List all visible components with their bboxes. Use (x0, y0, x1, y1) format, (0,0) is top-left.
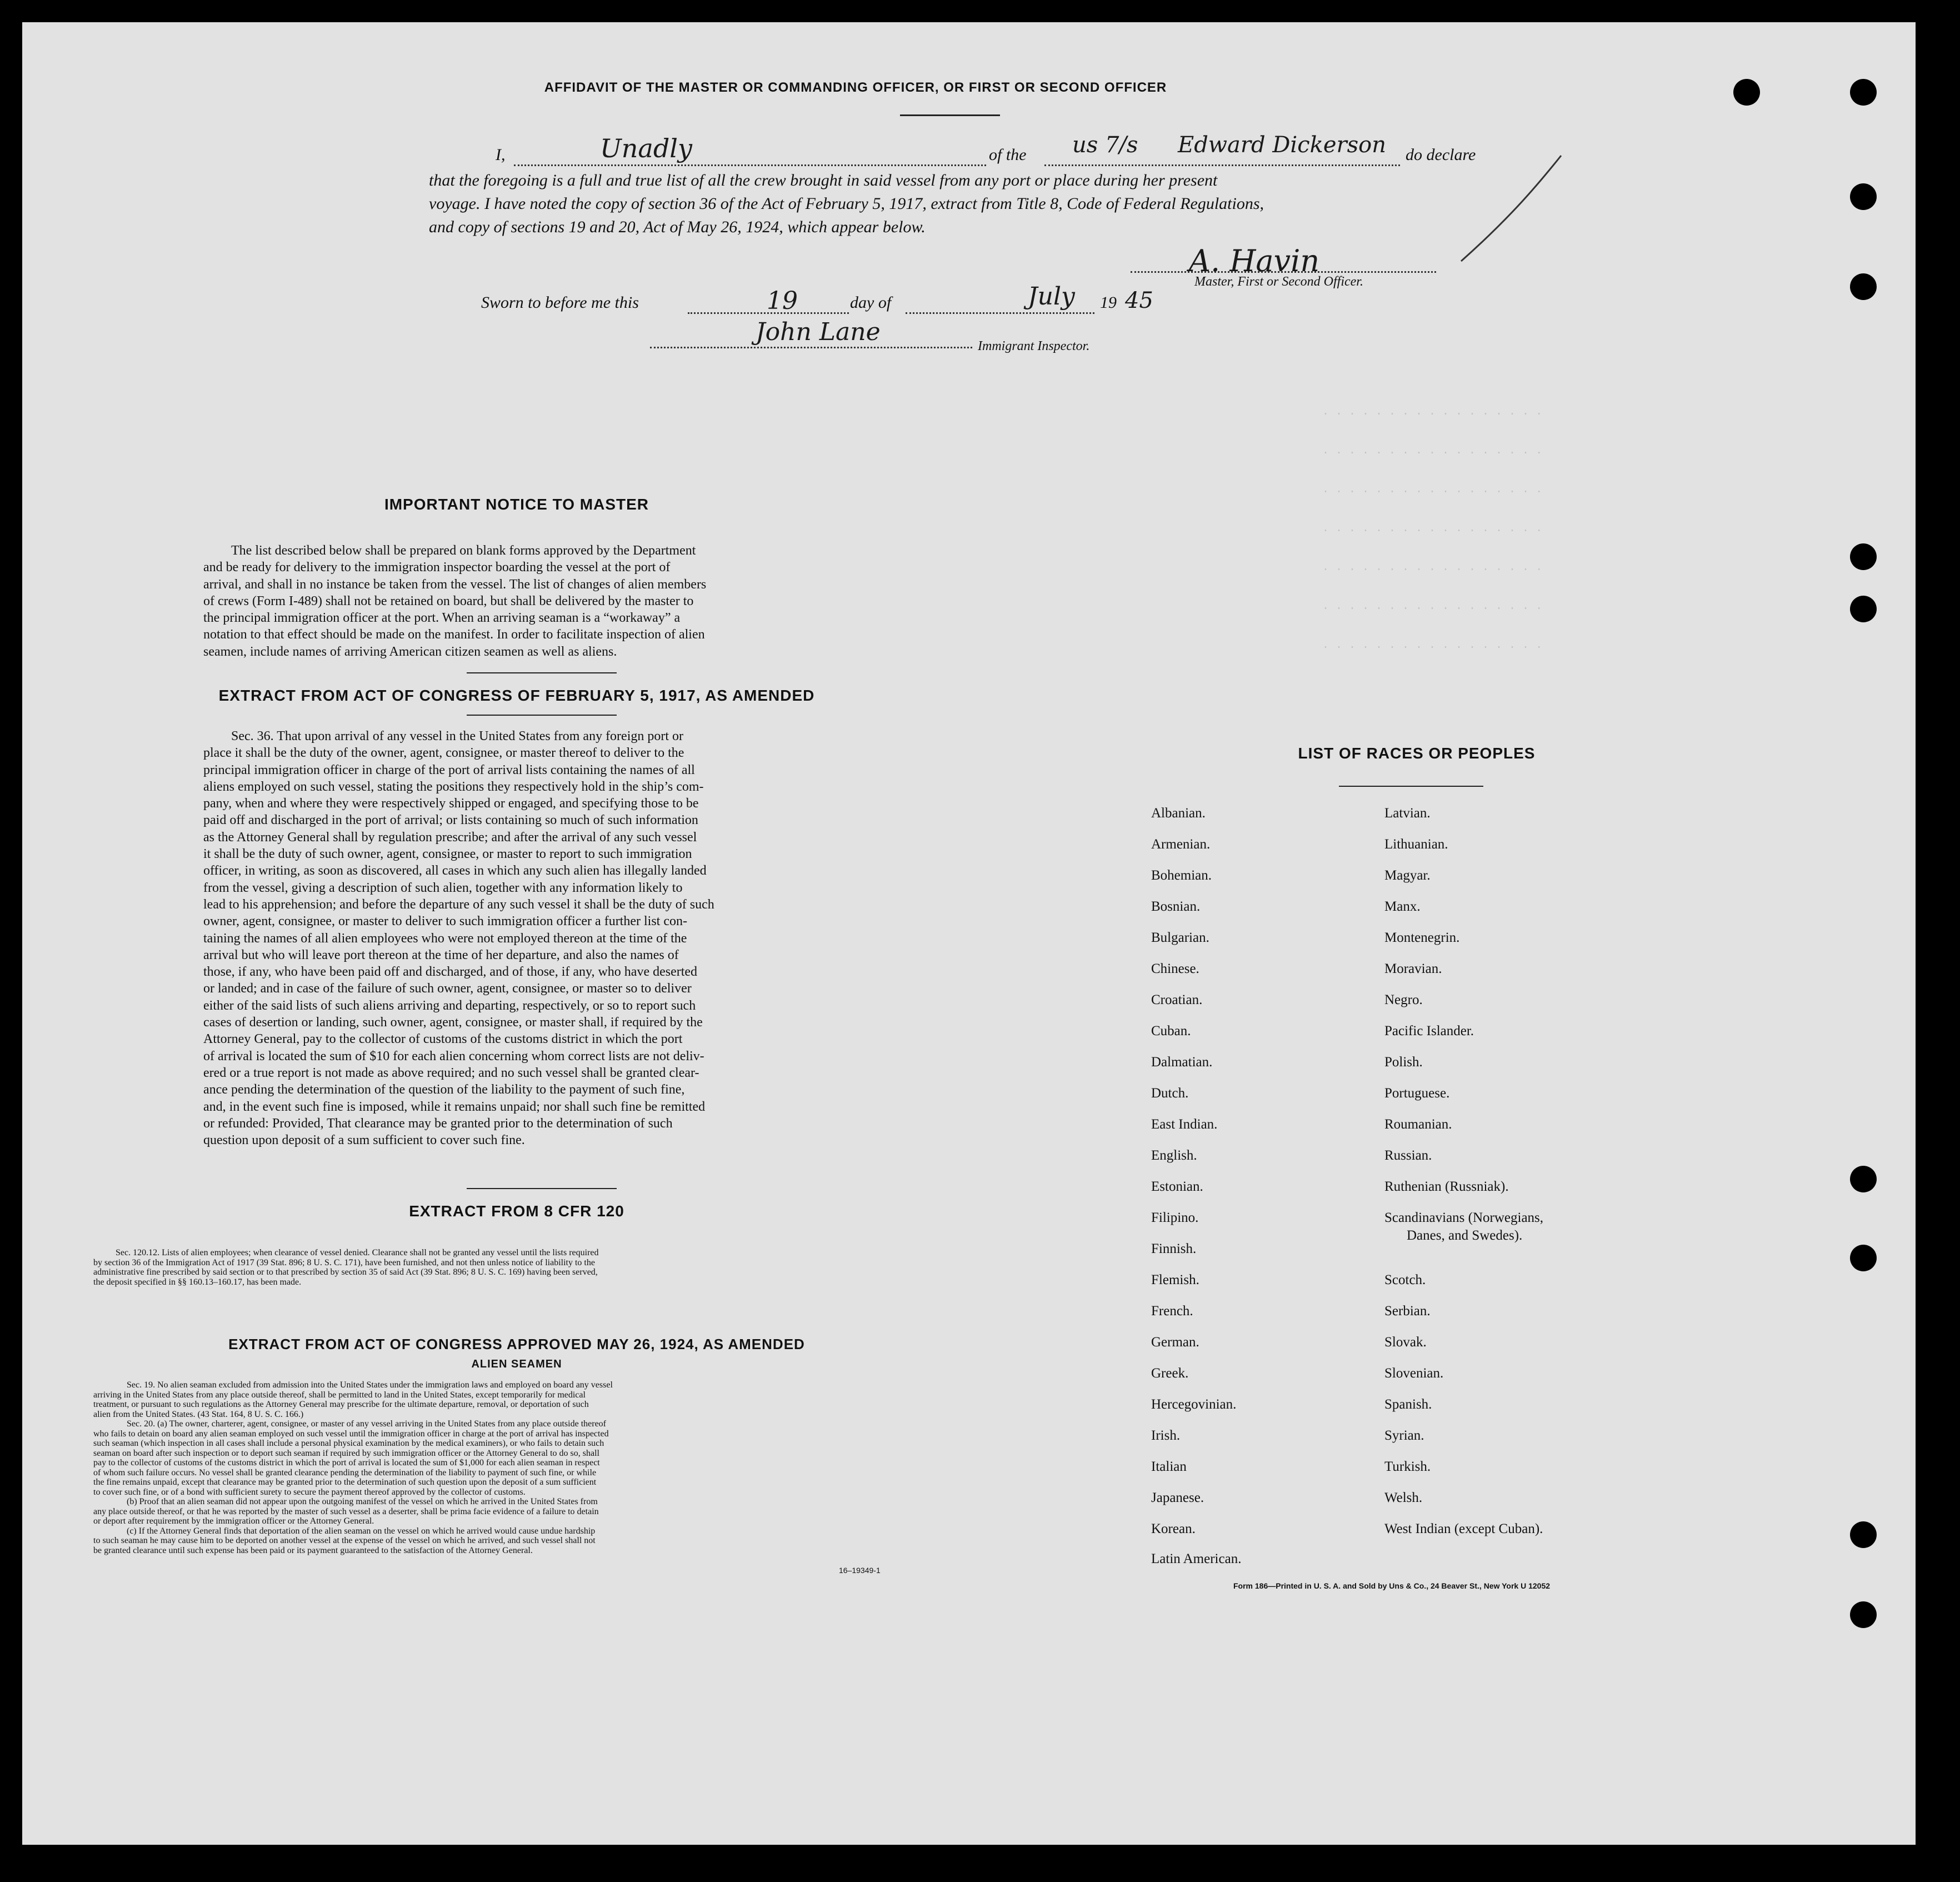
race-item: Polish. (1384, 1055, 1423, 1070)
race-item: Chinese. (1151, 961, 1199, 976)
cfr-line: administrative fine prescribed by said section or to that prescribed by section 35 of said Act (39 Stat. 896; 8 U. S. C. 169) having been served, (93, 1267, 598, 1277)
races-heading: LIST OF RACES OR PEOPLES (1298, 745, 1536, 762)
race-item: Finnish. (1151, 1241, 1197, 1256)
inspector-line (650, 347, 972, 348)
extract-1917-line: Attorney General, pay to the collector of customs of the customs district in which the port (203, 1032, 683, 1047)
notice-line: notation to that effect should be made on the manifest. In order to facilitate inspection of alien (203, 627, 705, 642)
extract-1917-line: owner, agent, consignee, or master to deliver to such immigration officer a further list con- (203, 914, 687, 929)
extract-1917-line: arrival but who will leave port thereon at the time of her departure, and also the names of (203, 947, 679, 962)
extract-1924-line: any place outside thereof, or that he was reported by the master of such vessel as a deserter, shall be prima facie evidence of a failure to detain (93, 1506, 599, 1516)
extract-1917-line: or landed; and in case of the failure of such owner, agent, consignee, or master so to deliver (203, 981, 692, 996)
master-label: Master, First or Second Officer. (1194, 274, 1363, 289)
handwritten-vessel-prefix: us 7/s (1072, 132, 1138, 158)
extract-1917-line: principal immigration officer in charge of the port of arrival lists containing the names of all (203, 762, 695, 777)
race-item: Manx. (1384, 899, 1421, 914)
extract-1917-line: lead to his apprehension; and before the departure of any such vessel it shall be the duty of such (203, 897, 714, 912)
extract-1917-line: ance pending the determination of the question of the liability to the payment of such fine, (203, 1082, 685, 1097)
race-item: Scotch. (1384, 1272, 1426, 1287)
extract-1924-line: or deport after requirement by the immigration officer or the Attorney General. (93, 1516, 374, 1526)
race-item: Portuguese. (1384, 1086, 1450, 1101)
affidavit-i-label: I, (496, 146, 506, 164)
race-item: Russian. (1384, 1148, 1432, 1163)
notice-line: The list described below shall be prepared on blank forms approved by the Department (231, 543, 696, 558)
race-item: Albanian. (1151, 806, 1206, 821)
extract-1924-line: (b) Proof that an alien seaman did not appear upon the outgoing manifest of the vessel on which he arrived in the United States from (127, 1497, 598, 1506)
race-item: Magyar. (1384, 868, 1431, 883)
extract-1917-line: place it shall be the duty of the owner, agent, consignee, or master thereof to deliver to the (203, 746, 684, 761)
race-item: Welsh. (1384, 1490, 1423, 1505)
extract-1924-line: of whom such failure occurs. No vessel shall be granted clearance pending the determination of the liability to payment of such fine, or while (93, 1467, 597, 1477)
binder-hole (1733, 79, 1760, 106)
affidavit-text-line-1: that the foregoing is a full and true list of all the crew brought in said vessel from any port or place during her present (429, 171, 1218, 189)
extract-1924-line: to such seaman he may cause him to be deported on another vessel at the expense of the vessel on which he arrived, and such vessel shall not (93, 1536, 596, 1545)
race-item: Irish. (1151, 1428, 1181, 1443)
race-item: Spanish. (1384, 1397, 1432, 1412)
binder-hole (1850, 1601, 1877, 1628)
binder-hole (1850, 596, 1877, 622)
extract-1924-line: Sec. 20. (a) The owner, charterer, agent, consignee, or master of any vessel arriving in the United States from any place outside thereof (127, 1419, 606, 1429)
race-item: Roumanian. (1384, 1117, 1452, 1132)
extract-1917-line: cases of desertion or landing, such owner, agent, consignee, or master shall, if required by the (203, 1015, 703, 1030)
notice-line: arrival, and shall in no instance be taken from the vessel. The list of changes of alien members (203, 577, 707, 592)
name-field-line (514, 164, 986, 166)
race-item: Dutch. (1151, 1086, 1189, 1101)
cfr-line: Sec. 120.12. Lists of alien employees; when clearance of vessel denied. Clearance shall not be granted any vessel until the lists required (116, 1248, 599, 1257)
extract-1924-line: be granted clearance until such expense has been paid or its payment guaranteed to the satisfaction of the Attorney General. (93, 1545, 533, 1555)
extract-1917-line: those, if any, who have been paid off and discharged, and of those, if any, who have deserted (203, 965, 698, 980)
inspector-signature: John Lane (756, 318, 881, 346)
race-item: Montenegrin. (1384, 930, 1460, 945)
extract-1917-line: Sec. 36. That upon arrival of any vessel in the United States from any foreign port or (231, 729, 684, 743)
cfr-text (93, 1248, 943, 1287)
race-item: Bohemian. (1151, 868, 1212, 883)
affidavit-title: AFFIDAVIT OF THE MASTER OR COMMANDING OFFICER, OR FIRST OR SECOND OFFICER (544, 80, 1167, 95)
extract-1924-line: such seaman (which inspection in all cases shall include a personal physical examination by the medical examiners), or who fails to detain such (93, 1439, 604, 1448)
section-rule (467, 715, 617, 716)
handwritten-month: July (1028, 282, 1075, 311)
extract-1917-text (203, 728, 831, 1149)
title-rule (900, 114, 1000, 116)
race-item: Greek. (1151, 1366, 1189, 1381)
extract-1924-line: arriving in the United States from any place outside thereof, shall be permitted to land in the United States, except temporarily for medical (93, 1390, 586, 1400)
extract-1924-line: the fine remains unpaid, except that clearance may be granted prior to the determination of such question upon the deposit of a sum sufficient (93, 1477, 597, 1487)
race-item: West Indian (except Cuban). (1384, 1521, 1543, 1536)
extract-1924-line: (c) If the Attorney General finds that deportation of the alien seaman on the vessel on which he arrived would cause undue hardship (127, 1526, 596, 1536)
binder-hole (1850, 79, 1877, 106)
extract-1924-line: to cover such fine, or of a bond with sufficient surety to secure the payment thereof approved by the collector of customs. (93, 1487, 526, 1497)
race-item: Filipino. (1151, 1210, 1199, 1225)
race-item: French. (1151, 1304, 1193, 1319)
race-item: Bosnian. (1151, 899, 1201, 914)
master-signature: A. Havin (1189, 243, 1320, 278)
race-item: Moravian. (1384, 961, 1442, 976)
extract-1917-line: and, in the event such fine is imposed, while it remains unpaid; nor shall such fine be remitted (203, 1099, 706, 1114)
vessel-field-line (1044, 164, 1400, 166)
pen-stroke (1444, 150, 1567, 267)
race-item: Slovenian. (1384, 1366, 1444, 1381)
affidavit-do-declare: do declare (1406, 146, 1476, 164)
binder-hole (1850, 1245, 1877, 1271)
extract-1924-heading: EXTRACT FROM ACT OF CONGRESS APPROVED MAY 26, 1924, AS AMENDED (228, 1336, 805, 1352)
signature-line (1131, 271, 1436, 273)
extract-1917-line: paid off and discharged in the port of arrival; or lists containing so much of such information (203, 813, 698, 828)
affidavit-of-the: of the (989, 146, 1027, 164)
race-item: East Indian. (1151, 1117, 1218, 1132)
sworn-label: Sworn to before me this (481, 293, 639, 312)
extract-1917-line: it shall be the duty of such owner, agent, consignee, or master to report to such immigration (203, 847, 692, 862)
race-item: Estonian. (1151, 1179, 1203, 1194)
extract-1924-line: alien from the United States. (43 Stat. 164, 8 U. S. C. 166.) (93, 1409, 304, 1419)
affidavit-text-line-3: and copy of sections 19 and 20, Act of May 26, 1924, which appear below. (429, 218, 926, 236)
extract-1917-line: pany, when and where they were respectively shipped or engaged, and specifying those to be (203, 796, 699, 811)
binder-hole (1850, 1521, 1877, 1548)
extract-1917-line: or refunded: Provided, That clearance may be granted prior to the determination of such (203, 1116, 673, 1131)
race-item: Lithuanian. (1384, 837, 1448, 852)
race-item: Serbian. (1384, 1304, 1431, 1319)
binder-hole (1850, 273, 1877, 300)
race-item: Latvian. (1384, 806, 1431, 821)
extract-1924-line: pay to the collector of customs of the customs district in which the port of arrival is located the sum of $1,000 for each alien seaman in respect (93, 1458, 600, 1467)
extract-1917-line: aliens employed on such vessel, stating the positions they respectively hold in the ship’s com- (203, 779, 704, 794)
race-item: Cuban. (1151, 1024, 1191, 1039)
extract-1924-line: Sec. 19. No alien seaman excluded from admission into the United States under the immigration laws and employed on board any vessel (127, 1380, 613, 1390)
notice-text (203, 542, 831, 660)
race-item: Syrian. (1384, 1428, 1424, 1443)
extract-1917-line: either of the said lists of such aliens arriving and departing, respectively, or so to report such (203, 998, 696, 1013)
race-item: Italian (1151, 1459, 1187, 1474)
race-item: Bulgarian. (1151, 930, 1209, 945)
race-item: Latin American. (1151, 1551, 1242, 1566)
extract-1917-line: as the Attorney General shall by regulation prescribe; and after the arrival of any such vessel (203, 830, 697, 845)
race-item: Dalmatian. (1151, 1055, 1213, 1070)
extract-1917-line: question upon deposit of a sum sufficient to cover such fine. (203, 1133, 525, 1148)
handwritten-day: 19 (767, 287, 798, 315)
race-item: Danes, and Swedes). (1407, 1228, 1523, 1243)
notice-line: and be ready for delivery to the immigration inspector boarding the vessel at the port of (203, 560, 671, 575)
race-item: German. (1151, 1335, 1199, 1350)
notice-line: of crews (Form I-489) shall not be retained on board, but shall be delivered by the master to (203, 593, 694, 608)
extract-1917-line: taining the names of all alien employees who were not employed thereon at the time of the (203, 931, 687, 946)
form-code: 16–19349-1 (839, 1566, 881, 1575)
race-item: Flemish. (1151, 1272, 1199, 1287)
cfr-line: by section 36 of the Immigration Act of 1917 (39 Stat. 896; 8 U. S. C. 171), have been furnished, and not then unless notice of liability to the (93, 1257, 595, 1267)
extract-1924-text (93, 1380, 943, 1555)
month-field-line (906, 312, 1094, 314)
binder-hole (1850, 543, 1877, 570)
extract-1917-line: ered or a true report is not made as above required; and no such vessel shall be granted clear- (203, 1065, 699, 1080)
race-item: Turkish. (1384, 1459, 1431, 1474)
extract-1917-line: from the vessel, giving a description of such alien, together with any information likely to (203, 880, 683, 895)
handwritten-year: 45 (1125, 288, 1153, 313)
race-item: Scandinavians (Norwegians, (1384, 1210, 1544, 1225)
cfr-heading: EXTRACT FROM 8 CFR 120 (409, 1202, 624, 1220)
affidavit-text-line-2: voyage. I have noted the copy of section 36 of the Act of February 5, 1917, extract from Title 8, Code of Federal Regulations, (429, 194, 1264, 213)
race-item: Hercegovinian. (1151, 1397, 1237, 1412)
section-rule (467, 672, 617, 673)
extract-1924-line: who fails to detain on board any alien seaman employed on such vessel until the immigration officer in charge at the port of arrival has inspected (93, 1429, 609, 1439)
handwritten-name: Unadly (600, 133, 692, 163)
extract-1924-line: treatment, or pursuant to such regulations as the Attorney General may prescribe for the ultimate departure, removal, or deportation of such (93, 1400, 589, 1409)
race-item: Croatian. (1151, 992, 1203, 1007)
binder-hole (1850, 1166, 1877, 1192)
day-of-label: day of (850, 293, 892, 312)
race-item: Japanese. (1151, 1490, 1204, 1505)
alien-seamen-subheading: ALIEN SEAMEN (471, 1358, 562, 1370)
notice-heading: IMPORTANT NOTICE TO MASTER (384, 496, 649, 513)
document-page: . . . . . . . . . . . . . . . . . . . . . . . . . . . . . . . . . . . . . . . . . . . . . . . . . . . . . . . . . . . . . . . . . . . . . . . . . . . . . . . . . . . . . . . . . . . . . . . . . . . . . . . . . . . . . . . . . . . . . . . AFFIDAVIT OF THE MASTER OR COMMANDING OFFICER, OR FIRST OR SECOND OFFICER I, Unadly of the us 7/s Edward Dickerson do declare that the foregoing is a full and true list of all the crew brought in said vessel from any port or place during her present voyage. I have noted the copy of section 36 of the Act of February 5, 1917, extract from Title 8, Code of Federal Regulations, and copy of sections 19 and 20, Act of May 26, 1924, which appear below. A. Havin Master, First or Second Officer. Sworn to before me this 19 day of July 19 45 John Lane Immigrant Inspector. IMPORTANT NOTICE TO MASTER The list described below shall be prepared on blank forms approved by the Department and be ready for delivery to the immigration inspector boarding the vessel at the port of arrival, and shall in no instance be taken from the vessel. The list of changes of alien members of crews (Form I-489) shall not be retained on board, but shall be delivered by the master to the principal immigration officer at the port. When an arriving seaman is a “workaway” a notation to that effect should be made on the manifest. In order to facilitate inspection of alien seamen, include names of arriving American citizen seamen as well as aliens. EXTRACT FROM ACT OF CONGRESS OF FEBRUARY 5, 1917, AS AMENDED Sec. 36. That upon arrival of any vessel in the United States from any foreign port or place it shall be the duty of the owner, agent, consignee, or master thereof to deliver to the principal immigration officer in charge of the port of arrival lists containing the names of all aliens employed on such vessel, stating the positions they respectively hold in the ship’s com- pany, when and where they were respectively shipped or engaged, and specifying those to be paid off and discharged in the port of arrival; or lists containing so much of such information as the Attorney General shall by regulation prescribe; and after the arrival of any such vessel it shall be the duty of such owner, agent, consignee, or master to report to such immigration officer, in writing, as soon as discovered, all cases in which any such alien has illegally landed from the vessel, giving a description of such alien, together with any information likely to lead to his apprehension; and before the departure of any such vessel it shall be the duty of such owner, agent, consignee, or master to deliver to such immigration officer a further list con- taining the names of all alien employees who were not employed thereon at the time of the arrival but who will leave port thereon at the time of her departure, and also the names of those, if any, who have been paid off and discharged, and of those, if any, who have deserted or landed; and in case of the failure of such owner, agent, consignee, or master so to deliver either of the said lists of such aliens arriving and departing, respectively, or so to report such cases of desertion or landing, such owner, agent, consignee, or master shall, if required by the Attorney General, pay to the collector of customs of the customs district in which the port of arrival is located the sum of $10 for each alien concerning whom correct lists are not deliv- ered or a true report is not made as above required; and no such vessel shall be granted clear- ance pending the determination of the question of the liability to the payment of such fine, and, in the event such fine is imposed, while it remains unpaid; nor shall such fine be remitted or refunded: Provided, That clearance may be granted prior to the determination of such question upon deposit of a sum sufficient to cover such fine. EXTRACT FROM 8 CFR 120 Sec. 120.12. Lists of alien employees; when clearance of vessel denied. Clearance shall not be granted any vessel until the lists required by section 36 of the Immigration Act of 1917 (39 Stat. 896; 8 U. S. C. 171), have been furnished, and not then unless notice of liability to the administrative fine prescribed by said section or to that prescribed by section 35 of said Act (39 Stat. 896; 8 U. S. C. 169) having been served, the deposit specified in §§ 160.13–160.17, has been made. EXTRACT FROM ACT OF CONGRESS APPROVED MAY 26, 1924, AS AMENDED ALIEN SEAMEN Sec. 19. No alien seaman excluded from admission into the United States under the immigration laws and employed on board any vessel arriving in the United States from any place outside thereof, shall be permitted to land in the United States, except temporarily for medical treatment, or pursuant to such regulations as the Attorney General may prescribe for the ultimate departure, removal, or deportation of such alien from the United States. (43 Stat. 164, 8 U. S. C. 166.) Sec. 20. (a) The owner, charterer, agent, consignee, or master of any vessel arriving in the United States from any place outside thereof who fails to detain on board any alien seaman employed on such vessel until the immigration officer in charge at the port of arrival has inspected such seaman (which inspection in all cases shall include a personal physical examination by the medical examiners), or who fails to detain such seaman on board after such inspection or to deport such seaman if required by such immigration officer or the Attorney General to do so, shall pay to the collector of customs of the customs district in which the port of arrival is located the sum of $1,000 for each alien seaman in respect of whom such failure occurs. No vessel shall be granted clearance pending the determination of the liability to payment of such fine, or while the fine remains unpaid, except that clearance may be granted prior to the determination of such question upon the deposit of a sum sufficient to cover such fine, or of a bond with sufficient surety to secure the payment thereof approved by the collector of customs. (b) Proof that an alien seaman did not appear upon the outgoing manifest of the vessel on which he arrived in the United States from any place outside thereof, or that he was reported by the master of such vessel as a deserter, shall be prima facie evidence of a failure to detain or deport after requirement by the immigration officer or the Attorney General. (c) If the Attorney General finds that deportation of the alien seaman on the vessel on which he arrived would cause undue hardship to such seaman he may cause him to be deported on another vessel at the expense of the vessel on which he arrived, and such vessel shall not be granted clearance until such expense has been paid or its payment guaranteed to the satisfaction of the Attorney General. 16–19349-1 LIST OF RACES OR PEOPLES Albanian. Armenian. Bohemian. Bosnian. Bulgarian. Chinese. Croatian. Cuban. Dalmatian. Dutch. East Indian. English. Estonian. Filipino. Finnish. Flemish. French. German. Greek. Hercegovinian. Irish. Italian Japanese. Korean. Latin American. Latvian. Lithuanian. Magyar. Manx. Montenegrin. Moravian. Negro. Pacific Islander. Polish. Portuguese. Roumanian. Russian. Ruthenian (Russniak). Scandinavians (Norwegians, Danes, and Swedes). Scotch. Serbian. Slovak. Slovenian. Spanish. Syrian. Turkish. Welsh. West Indian (except Cuban). Form 186—Printed in U. S. A. and Sold by Uns & Co., 24 Beaver St., New York U 12052 (22, 22, 1916, 1845)
races-rule (1339, 786, 1483, 787)
extract-1917-line: of arrival is located the sum of $10 for each alien concerning whom correct lists are not deliv- (203, 1049, 704, 1064)
race-item: Pacific Islander. (1384, 1024, 1474, 1039)
handwritten-vessel-name: Edward Dickerson (1178, 132, 1386, 158)
notice-line: seamen, include names of arriving American citizen seamen as well as aliens. (203, 644, 617, 659)
section-rule (467, 1188, 617, 1189)
footer-printer-line: Form 186—Printed in U. S. A. and Sold by Uns & Co., 24 Beaver St., New York U 12052 (1233, 1581, 1551, 1590)
race-item: English. (1151, 1148, 1197, 1163)
race-item: Armenian. (1151, 837, 1211, 852)
race-item: Slovak. (1384, 1335, 1427, 1350)
cfr-line: the deposit specified in §§ 160.13–160.17, has been made. (93, 1277, 302, 1287)
extract-1924-line: seaman on board after such inspection or to deport such seaman if required by such immigration officer or the Attorney General to do so, shall (93, 1448, 599, 1458)
notice-line: the principal immigration officer at the port. When an arriving seaman is a “workaway” a (203, 611, 681, 626)
extract-1917-heading: EXTRACT FROM ACT OF CONGRESS OF FEBRUARY 5, 1917, AS AMENDED (218, 687, 815, 704)
year-prefix: 19 (1100, 293, 1117, 312)
extract-1917-line: officer, in writing, as soon as discovered, all cases in which any such alien has illegally landed (203, 863, 707, 878)
inspector-label: Immigrant Inspector. (978, 339, 1090, 353)
race-item: Korean. (1151, 1521, 1196, 1536)
race-item: Negro. (1384, 992, 1423, 1007)
race-item: Ruthenian (Russniak). (1384, 1179, 1509, 1194)
binder-hole (1850, 183, 1877, 210)
